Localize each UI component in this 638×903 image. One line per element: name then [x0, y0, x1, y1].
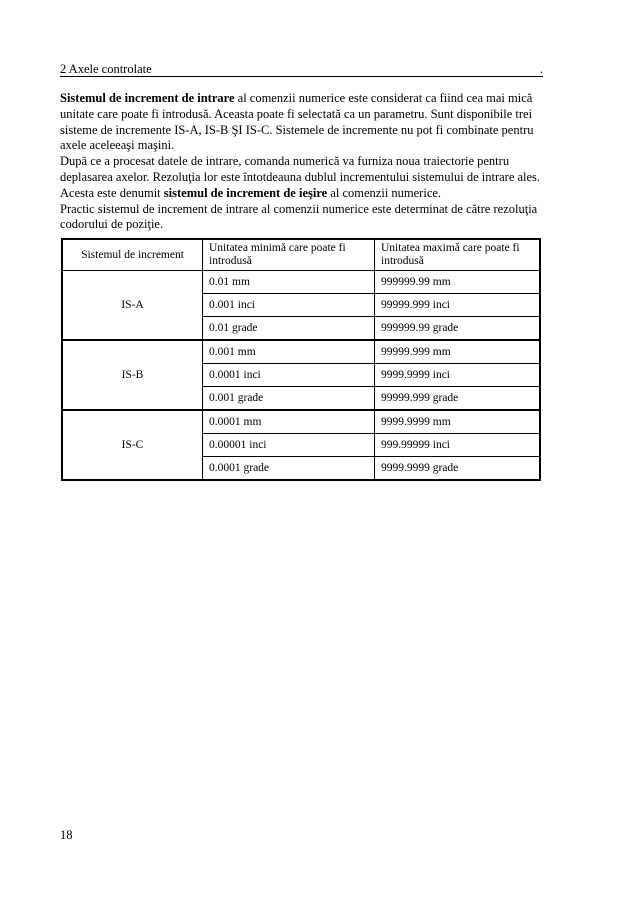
paragraph-2	[60, 154, 546, 201]
header-min-unit: Unitatea minimă care poate fi introdusă	[203, 239, 375, 271]
page-number: 18	[60, 828, 73, 842]
max-value-cell: 999999.99 mm	[375, 271, 541, 294]
paragraph-2-post: al comenzii numerice.	[327, 185, 442, 200]
min-value-cell: 0.01 mm	[203, 271, 375, 294]
max-value-cell: 9999.9999 mm	[375, 410, 541, 434]
paragraph-1	[60, 91, 546, 154]
min-value-cell: 0.0001 mm	[203, 410, 375, 434]
table-row	[62, 271, 540, 294]
min-value-cell: 0.001 grade	[203, 387, 375, 411]
paragraph-1-text: al comenzii numerice este considerat ca fiind cea mai mică unitate care poate fi introdusă. Aceasta poate fi selectată ca un parametru. Sunt disponibile trei sisteme de incremente IS-A, IS-B ŞI IS-C. Sistemele de incremente nu pot fi combinate pentru axele aceleeaşi maşini.	[60, 91, 534, 153]
table-row	[62, 340, 540, 364]
max-value-cell: 999999.99 grade	[375, 317, 541, 341]
table-header-row	[62, 239, 540, 271]
system-name-cell: IS-C	[62, 410, 203, 480]
min-value-cell: 0.001 mm	[203, 340, 375, 364]
header-title: 2 Axele controlate	[60, 62, 152, 76]
max-value-cell: 99999.999 mm	[375, 340, 541, 364]
max-value-cell: 9999.9999 inci	[375, 364, 541, 387]
paragraph-2-pre: După ce a procesat datele de intrare, comanda numerică va furniza noua traiectorie pentru deplasarea axelor. Rezoluţia lor este întotdeauna dublul incrementului sistemului de intrare ales. Acesta este denumit	[60, 154, 541, 200]
bold-term-input-increment: Sistemul de increment de intrare	[60, 91, 235, 105]
max-value-cell: 9999.9999 grade	[375, 457, 541, 481]
table-row	[62, 410, 540, 434]
system-name-cell: IS-B	[62, 340, 203, 410]
min-value-cell: 0.0001 inci	[203, 364, 375, 387]
header-system: Sistemul de increment	[62, 239, 203, 271]
header-max-unit: Unitatea maximă care poate fi introdusă	[375, 239, 541, 271]
increment-systems-table	[61, 238, 541, 481]
running-header	[60, 62, 543, 77]
bold-term-output-increment: sistemul de increment de ieşire	[163, 185, 328, 200]
max-value-cell: 99999.999 grade	[375, 387, 541, 411]
header-trailing: .	[539, 62, 543, 76]
max-value-cell: 999.99999 inci	[375, 434, 541, 457]
paragraph-3: Practic sistemul de increment de intrare al comenzii numerice este determinat de către rezoluţia codorului de poziţie.	[60, 201, 538, 232]
min-value-cell: 0.00001 inci	[203, 434, 375, 457]
min-value-cell: 0.001 inci	[203, 294, 375, 317]
body-text	[60, 91, 546, 233]
min-value-cell: 0.01 grade	[203, 317, 375, 341]
max-value-cell: 99999.999 inci	[375, 294, 541, 317]
min-value-cell: 0.0001 grade	[203, 457, 375, 481]
system-name-cell: IS-A	[62, 271, 203, 341]
